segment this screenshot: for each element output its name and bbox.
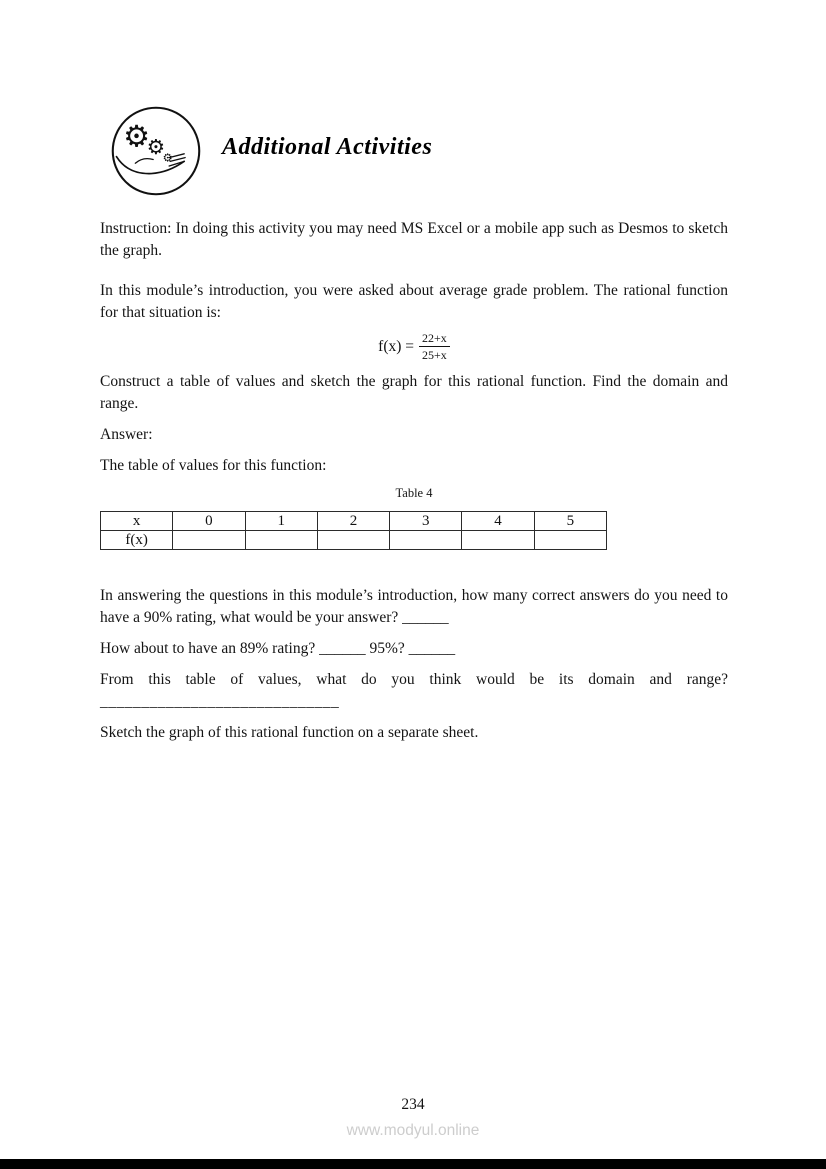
watermark: www.modyul.online [346,1122,480,1139]
sketch-note: Sketch the graph of this rational function on a separate sheet. [100,724,479,741]
table-cell: 1 [245,512,317,531]
question-2: How about to have an 89% rating? ______ 95%? ______ [100,640,456,657]
formula-lhs: f(x) = [378,337,415,355]
table-cell-empty [534,531,606,550]
svg-text:⚙: ⚙ [162,151,173,165]
table-cell: 0 [173,512,245,531]
table-cell: 3 [390,512,462,531]
table-cell-empty [462,531,534,550]
table-fx-row [101,531,607,550]
intro-paragraph: In this module’s introduction, you were asked about average grade problem. The rational function for that situation is: [100,282,728,321]
values-table [100,511,607,550]
svg-text:⚙: ⚙ [146,134,166,159]
table-header-row [101,512,607,531]
answer-blank-line: _____________________________ [100,693,340,710]
fraction [419,331,450,363]
table-cell-empty [390,531,462,550]
page-title: Additional Activities [222,134,433,160]
question-3: From this table of values, what do you think would be its domain and range? [100,671,728,688]
bottom-bar [0,1159,826,1169]
fraction-denominator: 25+x [422,348,447,363]
table-cell: 4 [462,512,534,531]
table-cell-fx-label: f(x) [101,531,173,550]
page-number: 234 [401,1096,425,1113]
gears-in-hand-icon [109,104,203,198]
table-caption: Table 4 [395,486,433,500]
svg-text:⚙: ⚙ [123,119,151,155]
instruction-paragraph: Instruction: In doing this activity you may need MS Excel or a mobile app such as Desmos to sketch the graph. [100,220,728,259]
table-cell: 5 [534,512,606,531]
rational-function-formula [100,331,728,363]
table-cell: 2 [317,512,389,531]
table-cell-empty [317,531,389,550]
fraction-numerator: 22+x [419,331,450,347]
table-cell-empty [245,531,317,550]
table-intro-paragraph: The table of values for this function: [100,457,327,474]
question-1: In answering the questions in this module’s introduction, how many correct answers do you need to have a 90% rating, what would be your answer? ______ [100,587,728,626]
table-cell-empty [173,531,245,550]
answer-label: Answer: [100,426,153,443]
table-cell-x-label: x [101,512,173,531]
construct-paragraph: Construct a table of values and sketch the graph for this rational function. Find the domain and range. [100,373,728,412]
